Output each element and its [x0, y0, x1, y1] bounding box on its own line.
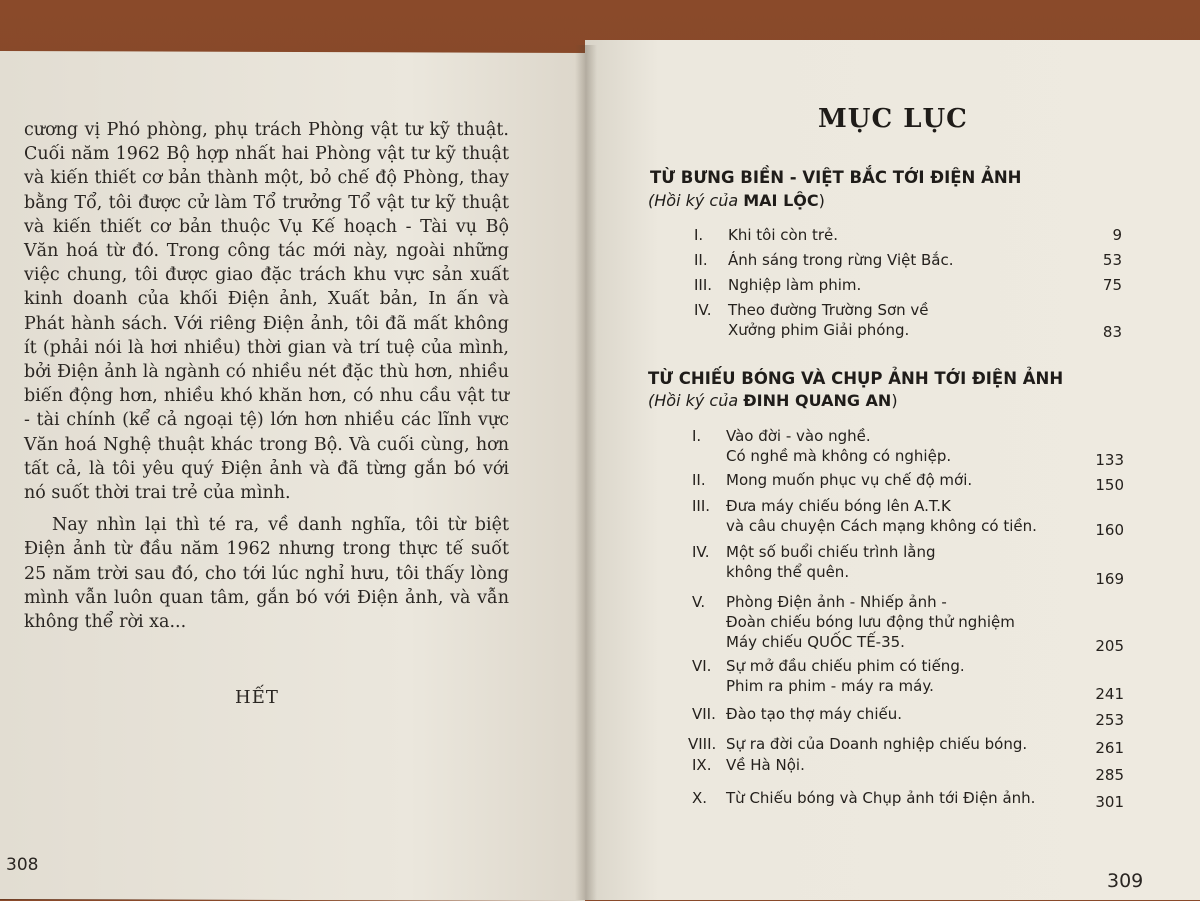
entry-title: Sự ra đời của Doanh nghiệp chiếu bóng. [726, 735, 1028, 753]
end-mark: HẾT [235, 687, 279, 708]
entry-title-line-2: Đoàn chiếu bóng lưu động thử nghiệm [726, 613, 1015, 631]
entry-page: 75 [1102, 276, 1122, 294]
section-author: MAI LỘC [743, 191, 819, 210]
entry-page: 53 [1102, 251, 1122, 269]
toc-section-heading: TỪ CHIẾU BÓNG VÀ CHỤP ẢNH TỚI ĐIỆN ẢNH [648, 369, 1064, 388]
entry-page: 205 [1095, 637, 1124, 655]
entry-number: II. [694, 251, 708, 269]
entry-page: 169 [1095, 570, 1124, 588]
entry-number: IV. [694, 301, 712, 319]
toc-section-heading: TỪ BƯNG BIỀN - VIỆT BẮC TỚI ĐIỆN ẢNH [650, 168, 1022, 187]
left-paragraph-2: Nay nhìn lại thì té ra, về danh nghĩa, tôi từ biệt Điện ảnh từ đầu năm 1962 nhưng trong thực tế suốt 25 năm trời sau đó, cho tới lúc nghỉ hưu, tôi thấy lòng mình vẫn luôn quan tâm, gắn bó với Điện ảnh, và vẫn không thể rời xa... [24, 515, 509, 633]
entry-number: I. [692, 427, 702, 445]
entry-number: I. [694, 226, 704, 244]
entry-title-line-2: và câu chuyện Cách mạng không có tiền. [726, 517, 1037, 535]
bleed-through-texture [24, 630, 564, 810]
entry-title: Vào đời - vào nghề. [726, 427, 871, 445]
toc-entry [692, 470, 1132, 492]
toc-entry [692, 496, 1132, 540]
entry-title: Nghiệp làm phim. [728, 276, 862, 294]
toc-section-subtitle [648, 191, 825, 210]
entry-title: Phòng Điện ảnh - Nhiếp ảnh - [726, 593, 947, 611]
book-gutter [575, 45, 597, 900]
toc-entry [692, 656, 1132, 703]
entry-title-line-2: Phim ra phim - máy ra máy. [726, 677, 934, 695]
toc-section-subtitle [648, 391, 898, 410]
left-page-body [24, 118, 509, 634]
entry-title: Sự mở đầu chiếu phim có tiếng. [726, 657, 965, 675]
entry-title: Mong muốn phục vụ chế độ mới. [726, 471, 973, 489]
toc-entry [692, 788, 1132, 810]
subtitle-prefix: (Hồi ký của [648, 391, 744, 410]
entry-title-line-2: Xưởng phim Giải phóng. [728, 321, 910, 339]
toc-entry [692, 755, 1132, 784]
entry-title: Ánh sáng trong rừng Việt Bắc. [728, 251, 954, 269]
entry-number: V. [692, 593, 706, 611]
toc-entry [688, 734, 1132, 756]
toc-entry [692, 542, 1132, 586]
toc-entry [692, 592, 1132, 658]
right-page-number: 309 [1107, 870, 1144, 892]
entry-title: Theo đường Trường Sơn về [728, 301, 929, 319]
toc-entry [694, 250, 1130, 272]
toc-entry [692, 704, 1132, 729]
entry-page: 301 [1095, 793, 1124, 811]
entry-page: 285 [1095, 766, 1124, 784]
entry-number: II. [692, 471, 706, 489]
entry-number: VIII. [688, 735, 717, 753]
toc-entry [694, 225, 1130, 247]
entry-number: III. [692, 497, 711, 515]
entry-number: III. [694, 276, 713, 294]
entry-page: 261 [1095, 739, 1124, 757]
subtitle-suffix: ) [818, 191, 825, 210]
toc-entry [694, 300, 1130, 344]
entry-page: 150 [1095, 476, 1124, 494]
entry-page: 241 [1095, 685, 1124, 703]
left-page-number: 308 [6, 855, 39, 875]
entry-title: Từ Chiếu bóng và Chụp ảnh tới Điện ảnh. [726, 789, 1036, 807]
toc-entry [694, 275, 1130, 297]
entry-number: IV. [692, 543, 710, 561]
entry-title-line-3: Máy chiếu QUỐC TẾ-35. [726, 633, 905, 651]
entry-title: Một số buổi chiếu trình lằng [726, 543, 936, 561]
entry-title-line-2: không thể quên. [726, 563, 850, 581]
left-paragraph-1: cương vị Phó phòng, phụ trách Phòng vật tư kỹ thuật. Cuối năm 1962 Bộ hợp nhất hai Phòng vật tư kỹ thuật và kiến thiết cơ bản thành một, bỏ chế độ Phòng, thay bằng Tổ, tôi được cử làm Tổ trưởng Tổ vật tư kỹ thuật và kiến thiết cơ bản thuộc Vụ Kế hoạch - Tài vụ Bộ Văn hoá từ đó. Trong công tác mới này, ngoài những việc chung, tôi được giao đặc trách khu vực sản xuất kinh doanh của khối Điện ảnh, Xuất bản, In ấn và Phát hành sách. Với riêng Điện ảnh, tôi đã mất không ít (phải nói là hơi nhiều) thời gian và trí tuệ của mình, bởi Điện ảnh là ngành có nhiều nét đặc thù hơn, nhiều biến động hơn, nhiều khó khăn hơn, có nhu cầu vật tư - tài chính (kể cả ngoại tệ) lớn hơn nhiều các lĩnh vực Văn hoá Nghệ thuật khác trong Bộ. Và cuối cùng, hơn tất cả, là tôi yêu quý Điện ảnh và đã từng gắn bó với nó suốt thời trai trẻ của mình. [24, 120, 509, 504]
entry-number: X. [692, 789, 708, 807]
entry-number: VII. [692, 705, 716, 723]
toc-entry [692, 426, 1132, 470]
subtitle-suffix: ) [891, 391, 898, 410]
entry-title: Về Hà Nội. [726, 756, 805, 774]
entry-title: Đào tạo thợ máy chiếu. [726, 705, 902, 723]
subtitle-prefix: (Hồi ký của [648, 191, 744, 210]
entry-page: 253 [1095, 711, 1124, 729]
entry-page: 133 [1095, 451, 1124, 469]
entry-number: VI. [692, 657, 712, 675]
entry-title: Khi tôi còn trẻ. [728, 226, 839, 244]
entry-page: 9 [1112, 226, 1122, 244]
entry-page: 83 [1102, 323, 1122, 341]
entry-page: 160 [1095, 521, 1124, 539]
toc-title: MỤC LỤC [818, 104, 968, 134]
entry-title-line-2: Có nghề mà không có nghiệp. [726, 447, 952, 465]
section-author: ĐINH QUANG AN [743, 391, 892, 410]
entry-number: IX. [692, 756, 712, 774]
entry-title: Đưa máy chiếu bóng lên A.T.K [726, 497, 951, 515]
